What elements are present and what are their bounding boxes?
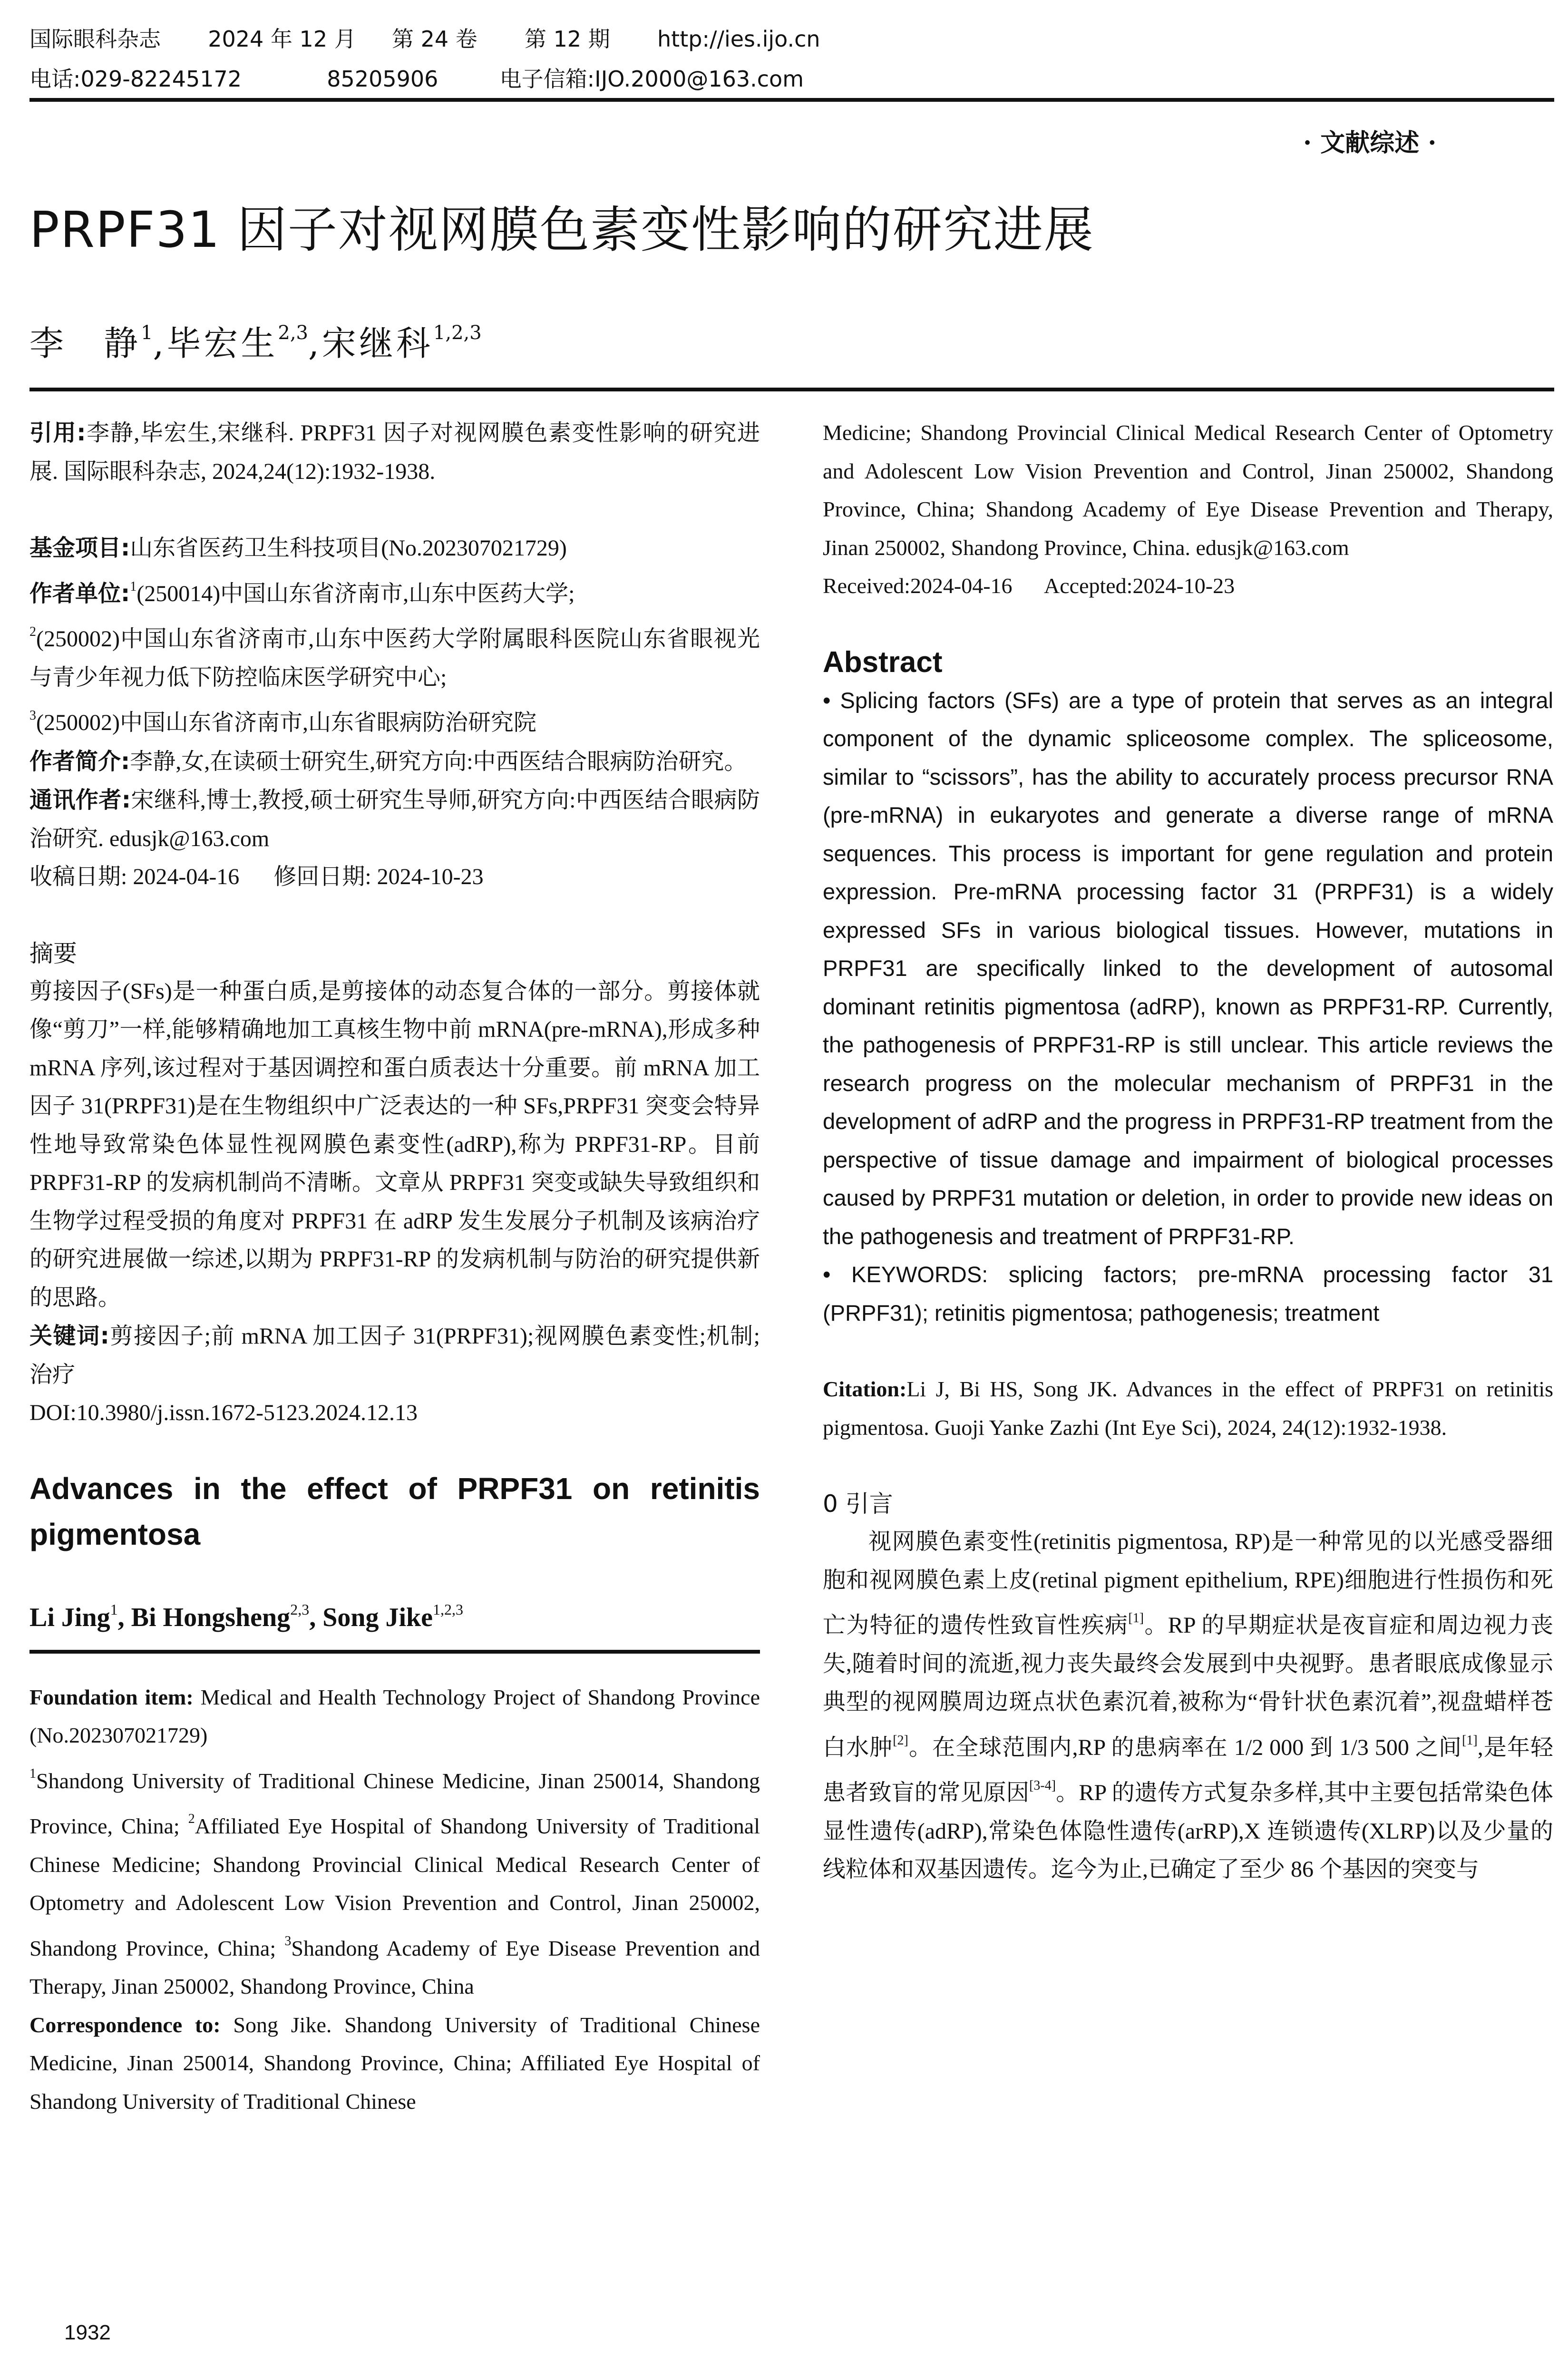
intro-heading: 0 引言: [823, 1490, 893, 1518]
fund-text: 山东省医药卫生科技项目(No.202307021729): [130, 536, 567, 561]
correspondence-label: Correspondence to:: [29, 2012, 221, 2037]
doi[interactable]: DOI:10.3980/j.issn.1672-5123.2024.12.13: [29, 1400, 418, 1425]
fund-label: 基金项目:: [29, 535, 130, 561]
author-name: 宋继科: [321, 323, 433, 363]
citation-en: [823, 1370, 1553, 1447]
email[interactable]: 电子信箱:IJO.2000@163.com: [499, 66, 804, 92]
journal-name: 国际眼科杂志: [29, 26, 161, 52]
affiliation-3: Shandong Academy of Eye Disease Prevention and Therapy, Jinan 250002, Shandong Province, China: [29, 1936, 760, 1998]
citation-label: 引用:: [29, 419, 86, 446]
intro-text: ,是年轻患者致盲的常见原因: [823, 1734, 1553, 1805]
corr-label: 通讯作者:: [29, 787, 131, 813]
citation-text-en: Li J, Bi HS, Song JK. Advances in the effect of PRPF31 on retinitis pigmentosa. Guoji Yanke Zazhi (Int Eye Sci), 2024, 24(12):1932-1938.: [823, 1377, 1553, 1440]
header-rule: [29, 98, 1554, 102]
page-number: 1932: [64, 2321, 111, 2344]
intro-text: 。RP 的早期症状是夜盲症和周边视力丧失,随着时间的流逝,视力丧失最终会发展到中央视野。患者眼底成像显示典型的视网膜周边斑点状色素沉着,被称为“骨针状色素沉着”,视盘蜡样苍白水肿: [823, 1613, 1553, 1760]
affiliations-en: [29, 1755, 760, 2006]
reference-link[interactable]: [1]: [1128, 1611, 1144, 1626]
bio-text: 李静,女,在读硕士研究生,研究方向:中西医结合眼病防治研究。: [130, 749, 747, 774]
unit-sup: 1: [130, 579, 137, 594]
intro-text: 。在全球范围内,RP 的患病率在 1/2 000 到 1/3 500 之间: [908, 1734, 1462, 1760]
aff-sup: 1: [29, 1766, 36, 1781]
affiliation-2: Affiliated Eye Hospital of Shandong University of Traditional Chinese Medicine; Shandong Provincial Clinical Medical Research Center of Optometry and Adolescent Low Vision Prevention and Control, Jinan 250002, Shandong Province, China;: [29, 1814, 760, 1960]
reference-link[interactable]: [3-4]: [1029, 1778, 1056, 1793]
keywords-text-en: splicing factors; pre-mRNA processing factor 31 (PRPF31); retinitis pigmentosa; pathogenesis; treatment: [823, 1262, 1554, 1325]
unit-sup: 2: [29, 624, 36, 639]
author-affiliation: 2,3: [278, 322, 308, 344]
citation-text: 李静,毕宏生,宋继科. PRPF31 因子对视网膜色素变性影响的研究进展. 国际眼科杂志, 2024,24(12):1932-1938.: [29, 420, 760, 484]
section-tag: · 文献综述 ·: [1303, 128, 1437, 157]
author-units: [29, 568, 760, 742]
correspondence-continued: Medicine; Shandong Provincial Clinical Medical Research Center of Optometry and Adolescent Low Vision Prevention and Control, Jinan 250002, Shandong Province, China; Shandong Academy of Eye Disease Prevention and Therapy, Jinan 250002, Shandong Province, China. edusjk@163.com: [823, 420, 1553, 560]
phone: 电话:029-82245172: [29, 66, 242, 92]
english-authors-rule: [29, 1637, 760, 1654]
keywords-cn: [29, 1317, 760, 1394]
author-list-cn: 李 静$^1$,毕宏生$^{2,3}$,宋继科$^{1,2,3}$: [29, 322, 482, 363]
foundation-item: [29, 1678, 760, 1755]
author-affiliation: 1: [141, 322, 153, 344]
unit-2: (250002)中国山东省济南市,山东中医药大学附属眼科医院山东省眼视光与青少年视力低下防控临床医学研究中心;: [29, 626, 760, 690]
affiliation-1: Shandong University of Traditional Chinese Medicine, Jinan 250014, Shandong Province, China;: [29, 1768, 760, 1838]
author-affiliation: 1,2,3: [433, 322, 482, 344]
issue: 第 12 期: [525, 26, 610, 52]
intro-text: 。RP 的遗传方式复杂多样,其中主要包括常染色体显性遗传(adRP),常染色体隐性遗传(arRP),X 连锁遗传(XLRP)以及少量的线粒体和双基因遗传。迄今为止,已确定了至少 86 个基因的突变与: [823, 1780, 1553, 1882]
author-name: 李 静: [29, 323, 141, 363]
abstract-cn: 剪接因子(SFs)是一种蛋白质,是剪接体的动态复合体的一部分。剪接体就像“剪刀”一样,能够精确地加工真核生物中前 mRNA(pre-mRNA),形成多种 mRNA 序列,该过程对于基因调控和蛋白质表达十分重要。前 mRNA 加工因子 31(PRPF31)是在生物组织中广泛表达的一种 SFs,PRPF31 突变会特异性地导致常染色体显性视网膜色素变性(adRP),称为 PRPF31-RP。目前 PRPF31-RP 的发病机制尚不清晰。文章从 PRPF31 突变或缺失导致组织和生物学过程受损的角度对 PRPF31 在 adRP 发生发展分子机制及该病治疗的研究进展做一综述,以期为 PRPF31-RP 的发病机制与防治的研究提供新的思路。: [29, 978, 760, 1310]
reference-link[interactable]: [2]: [893, 1733, 908, 1748]
foundation-label: Foundation item:: [29, 1685, 194, 1709]
author-list-en: Li Jing$^1$, Bi Hongsheng$^{2,3}$, Song Jike$^{1,2,3}$: [29, 1600, 464, 1632]
author-name: 毕宏生: [166, 323, 278, 363]
author-name-en: Song Jike: [322, 1602, 433, 1632]
corr-text: 宋继科,博士,教授,硕士研究生导师,研究方向:中西医结合眼病防治研究. edusjk@163.com: [29, 788, 760, 851]
issue-date: 2024 年 12 月: [208, 26, 356, 52]
author-bio: [29, 742, 760, 781]
aff-sup: 3: [284, 1933, 292, 1948]
intro-text: 视网膜色素变性(retinitis pigmentosa, RP)是一种常见的以光感受器细胞和视网膜色素上皮(retinal pigment epithelium, RPE)细胞进行性损伤和死亡为特征的遗传性致盲性疾病: [823, 1529, 1553, 1638]
unit-3: (250002)中国山东省济南市,山东省眼病防治研究院: [36, 710, 536, 735]
english-title: Advances in the effect of PRPF31 on retinitis pigmentosa: [29, 1471, 760, 1551]
author-affiliation: 1: [110, 1600, 118, 1618]
unit-sup: 3: [29, 708, 36, 723]
keywords-label: 关键词:: [29, 1323, 109, 1349]
aff-sup: 2: [188, 1812, 195, 1826]
correspondence-text: Song Jike. Shandong University of Traditional Chinese Medicine, Jinan 250014, Shandong Province, China; Affiliated Eye Hospital of Shandong University of Traditional Chinese: [29, 2012, 760, 2114]
authors-rule: [29, 388, 1554, 391]
units-label: 作者单位:: [29, 580, 130, 607]
abstract-heading-cn: 摘要: [29, 939, 77, 967]
right-column: [823, 414, 1553, 1889]
journal-url[interactable]: http://ies.ijo.cn: [657, 26, 820, 52]
left-column: [29, 414, 760, 2121]
dates-cn: [29, 858, 760, 896]
running-header-line1: [29, 25, 820, 53]
article-title: PRPF31 因子对视网膜色素变性影响的研究进展: [29, 201, 1094, 259]
unit-1: (250014)中国山东省济南市,山东中医药大学;: [136, 581, 575, 606]
abstract-heading-en: Abstract: [823, 645, 943, 679]
accepted-en: Accepted:2024-10-23: [1044, 574, 1235, 598]
received-en: Received:2024-04-16: [823, 574, 1013, 598]
citation-label-en: Citation:: [823, 1377, 907, 1401]
bio-label: 作者简介:: [29, 748, 130, 775]
fund-info: [29, 529, 760, 568]
reference-link[interactable]: [1]: [1462, 1733, 1478, 1748]
citation-cn: [29, 414, 760, 491]
keywords-label-en: • KEYWORDS:: [823, 1262, 988, 1287]
abstract-en: • Splicing factors (SFs) are a type of protein that serves as an integral component of the dynamic spliceosome complex. The spliceosome, similar to “scissors”, has the ability to accurately process precursor RNA (pre-mRNA) in eukaryotes and generate a diverse range of mRNA sequences. This process is important for gene regulation and protein expression. Pre-mRNA processing factor 31 (PRPF31) is a widely expressed SFs in various biological tissues. However, mutations in PRPF31 are specifically linked to the development of autosomal dominant retinitis pigmentosa (adRP), known as PRPF31-RP. Currently, the pathogenesis of PRPF31-RP is still unclear. This article reviews the research progress on the molecular mechanism of PRPF31 in the development of adRP and the progress in PRPF31-RP treatment from the perspective of tissue damage and impairment of biological processes caused by PRPF31 mutation or deletion, in order to provide new ideas on the pathogenesis and treatment of PRPF31-RP.: [823, 687, 1553, 1249]
author-name-en: Bi Hongsheng: [131, 1602, 291, 1632]
intro-paragraph: [823, 1523, 1553, 1889]
dates-en: [823, 567, 1553, 605]
keywords-text: 剪接因子;前 mRNA 加工因子 31(PRPF31);视网膜色素变性;机制;治疗: [29, 1324, 760, 1387]
correspondence-en: [29, 2006, 760, 2121]
foundation-text: Medical and Health Technology Project of Shandong Province (No.202307021729): [29, 1685, 760, 1747]
author-affiliation: 2,3: [290, 1600, 310, 1618]
corresponding-author: [29, 781, 760, 858]
volume: 第 24 卷: [391, 26, 477, 52]
phone-2: 85205906: [327, 66, 438, 92]
author-name-en: Li Jing: [29, 1602, 110, 1632]
received-cn: 收稿日期: 2024-04-16: [29, 864, 240, 889]
keywords-en: [823, 1256, 1553, 1332]
revised-cn: 修回日期: 2024-10-23: [273, 864, 484, 889]
author-affiliation: 1,2,3: [433, 1600, 464, 1618]
running-header-line2: [29, 65, 804, 93]
